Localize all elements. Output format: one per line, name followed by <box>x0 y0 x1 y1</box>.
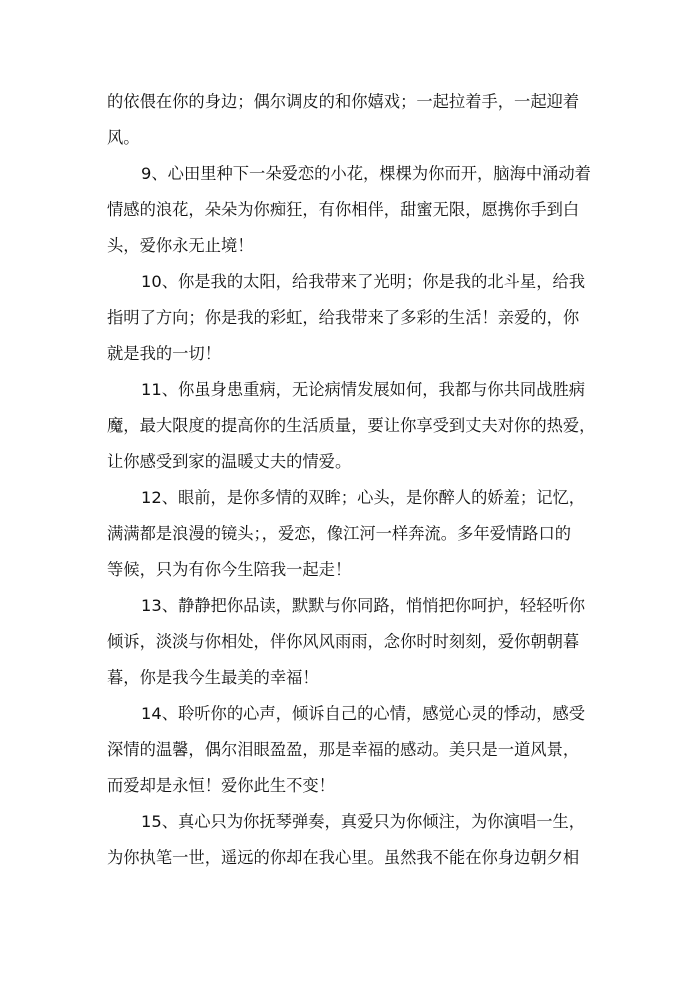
text-line: 而爱却是永恒！爱你此生不变！ <box>107 776 335 795</box>
paragraph-item-15 <box>107 804 593 876</box>
text-line: 倾诉，淡淡与你相处，伴你风风雨雨，念你时时刻刻，爱你朝朝暮 <box>107 632 580 651</box>
text-line: 12、眼前，是你多情的双眸；心头，是你醉人的娇羞；记忆， <box>141 488 586 507</box>
paragraph-item-12 <box>107 480 593 588</box>
text-line: 满满都是浪漫的镜头；，爱恋，像江河一样奔流。多年爱情路口的 <box>107 524 572 543</box>
text-line: 11、你虽身患重病，无论病情发展如何，我都与你共同战胜病 <box>141 380 586 399</box>
text-line: 魔，最大限度的提高你的生活质量，要让你享受到丈夫对你的热爱， <box>107 416 596 435</box>
text-line: 头，爱你永无止境！ <box>107 236 254 255</box>
text-line: 9、心田里种下一朵爱恋的小花，棵棵为你而开，脑海中涌动着 <box>141 164 591 183</box>
text-line: 让你感受到家的温暖丈夫的情爱。 <box>107 452 352 471</box>
text-line: 14、聆听你的心声，倾诉自己的心情，感觉心灵的悸动，感受 <box>141 704 586 723</box>
text-line: 情感的浪花，朵朵为你痴狂，有你相伴，甜蜜无限，愿携你手到白 <box>107 200 580 219</box>
text-line: 为你执笔一世，遥远的你却在我心里。虽然我不能在你身边朝夕相 <box>107 848 580 867</box>
text-line: 13、静静把你品读，默默与你同路，悄悄把你呵护，轻轻听你 <box>141 596 586 615</box>
paragraph-item-14 <box>107 696 593 804</box>
paragraph-item-9 <box>107 156 593 264</box>
text-line: 就是我的一切！ <box>107 344 221 363</box>
paragraph-continued <box>107 84 593 156</box>
text-line: 暮，你是我今生最美的幸福！ <box>107 668 319 687</box>
document-page <box>107 84 596 876</box>
paragraph-item-11 <box>107 372 596 480</box>
paragraph-item-10 <box>107 264 593 372</box>
text-line: 指明了方向；你是我的彩虹，给我带来了多彩的生活！亲爱的，你 <box>107 308 580 327</box>
text-line: 15、真心只为你抚琴弹奏，真爱只为你倾注，为你演唱一生， <box>141 812 586 831</box>
text-line: 等候，只为有你今生陪我一起走！ <box>107 560 352 579</box>
text-line: 风。 <box>107 128 140 147</box>
text-line: 10、你是我的太阳，给我带来了光明；你是我的北斗星，给我 <box>141 272 586 291</box>
text-line: 的依偎在你的身边；偶尔调皮的和你嬉戏；一起拉着手，一起迎着 <box>107 92 580 111</box>
paragraph-item-13 <box>107 588 593 696</box>
text-line: 深情的温馨，偶尔泪眼盈盈，那是幸福的感动。美只是一道风景， <box>107 740 580 759</box>
